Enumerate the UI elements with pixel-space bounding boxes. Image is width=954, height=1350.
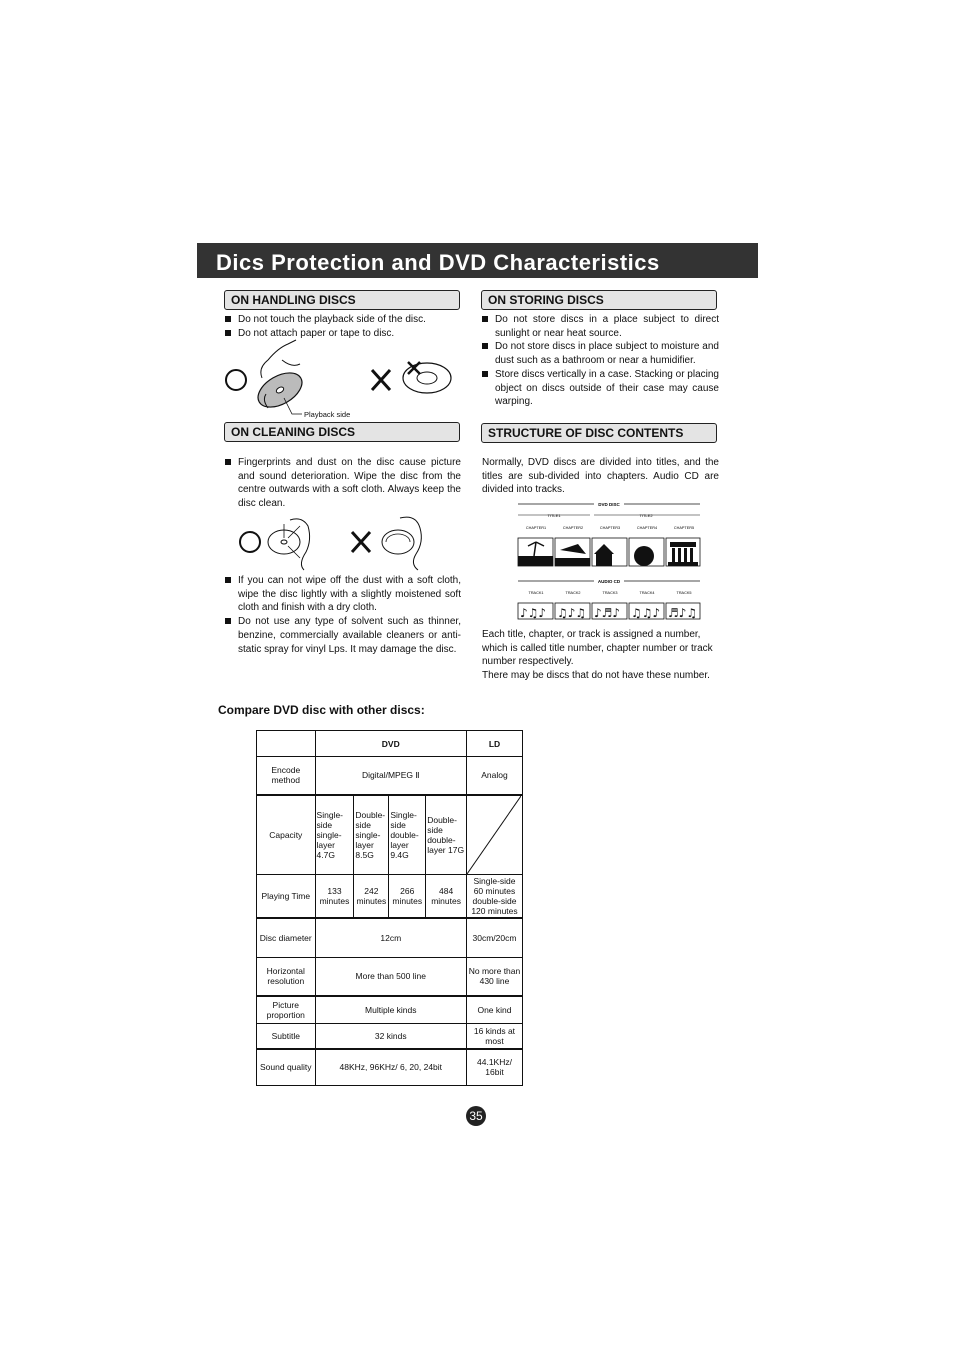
list-item: If you can not wipe off the dust with a soft cloth, wipe the disc lightly with a slightly moistened soft cloth and finish with a dry cloth.: [225, 574, 461, 615]
chapter-label: CHAPTER3: [599, 526, 621, 530]
track-label: TRACK5: [676, 591, 692, 595]
table-cell: 16 kinds at most: [466, 1023, 522, 1049]
table-cell: Single-side double-layer 9.4G: [389, 795, 426, 875]
table-cell: Analog: [466, 757, 522, 795]
list-item: Fingerprints and dust on the disc cause picture and sound deterioration. Wipe the disc from the centre outwards with a soft cloth. Always keep the disc clean.: [225, 456, 461, 511]
table-cell: 30cm/20cm: [466, 918, 522, 957]
list-item: Do not store discs in place subject to moisture and dust such as a bathroom or near a humidifier.: [482, 340, 719, 367]
row-label: Capacity: [257, 795, 316, 875]
page-title: Dics Protection and DVD Characteristics: [197, 243, 758, 278]
storing-list: [482, 313, 719, 409]
table-cell: Digital/MPEG Ⅱ: [315, 757, 466, 795]
table-cell: More than 500 line: [315, 957, 466, 996]
table-cell: [257, 731, 316, 757]
table-cell: 44.1KHz/ 16bit: [466, 1049, 522, 1085]
music-note-icon: ♪♫♪: [520, 606, 547, 620]
table-cell: 48KHz, 96KHz/ 6, 20, 24bit: [315, 1049, 466, 1085]
page-number: 35: [466, 1106, 486, 1126]
empty-diagonal-cell: [466, 795, 522, 875]
chapter-label: CHAPTER1: [525, 526, 547, 530]
table-cell: Double-side double-layer 17G: [426, 795, 467, 875]
dvd-header: DVD: [315, 731, 466, 757]
disc-icon: [403, 363, 451, 393]
table-row: [257, 957, 523, 996]
table-row: [257, 918, 523, 957]
music-note-icon: ♪♬♪: [594, 606, 621, 620]
cleaning-list-bottom: [225, 574, 461, 656]
track-label: TRACK4: [639, 591, 655, 595]
dvd-disc-label: DVD DISC: [598, 502, 620, 507]
table-row: [257, 996, 523, 1023]
list-item: Do not use any type of solvent such as thinner, benzine, commercially available cleaners or anti-static spray for vinyl Lps. It may damage the disc.: [225, 615, 461, 656]
ld-header: LD: [466, 731, 522, 757]
disc-icon: [382, 530, 414, 554]
structure-diagram: [516, 498, 702, 622]
table-cell: 242 minutes: [354, 875, 389, 919]
chapter-label: CHAPTER5: [673, 526, 695, 530]
row-label: Sound quality: [257, 1049, 316, 1085]
row-label: Picture proportion: [257, 996, 316, 1023]
table-cell: 32 kinds: [315, 1023, 466, 1049]
correct-icon: [240, 532, 260, 552]
table-cell: Multiple kinds: [315, 996, 466, 1023]
table-cell: 133 minutes: [315, 875, 354, 919]
title-label: TITLE2: [639, 513, 653, 518]
list-item: Do not attach paper or tape to disc.: [225, 327, 461, 341]
table-cell: Single-side single-layer 4.7G: [315, 795, 354, 875]
table-cell: 12cm: [315, 918, 466, 957]
table-cell: Single-side 60 minutes double-side 120 minutes: [466, 875, 522, 919]
track-label: TRACK3: [602, 591, 618, 595]
table-cell: One kind: [466, 996, 522, 1023]
table-row: [257, 731, 523, 757]
playback-side-label: Playback side: [304, 410, 351, 419]
list-item: Store discs vertically in a case. Stacking or placing object on discs outside of their case may cause warping.: [482, 368, 719, 409]
chapter-label: CHAPTER4: [636, 526, 658, 530]
handling-heading: ON HANDLING DISCS: [224, 290, 460, 310]
list-item: Do not store discs in a place subject to direct sunlight or near heat source.: [482, 313, 719, 340]
table-cell: 484 minutes: [426, 875, 467, 919]
structure-heading: STRUCTURE OF DISC CONTENTS: [481, 423, 717, 443]
storing-heading: ON STORING DISCS: [481, 290, 717, 310]
music-note-icon: ♫♫♪: [631, 606, 661, 620]
table-cell: No more than 430 line: [466, 957, 522, 996]
track-label: TRACK2: [565, 591, 581, 595]
track-label: TRACK1: [528, 591, 544, 595]
structure-intro: Normally, DVD discs are divided into titles, and the titles are sub-divided into chapters. Audio CD are divided into tracks.: [482, 457, 719, 496]
row-label: Encode method: [257, 757, 316, 795]
chapter-label: CHAPTER2: [562, 526, 584, 530]
correct-icon: [226, 370, 246, 390]
table-cell: Double-side single-layer 8.5G: [354, 795, 389, 875]
table-cell: 266 minutes: [389, 875, 426, 919]
cleaning-heading: ON CLEANING DISCS: [224, 422, 460, 442]
audio-cd-label: AUDIO CD: [597, 579, 621, 584]
title-label: TITLE1: [547, 513, 561, 518]
table-row: [257, 1023, 523, 1049]
row-label: Subtitle: [257, 1023, 316, 1049]
row-label: Playing Time: [257, 875, 316, 919]
compare-heading: Compare DVD disc with other discs:: [218, 703, 425, 717]
music-note-icon: ♬♪♫: [668, 606, 698, 620]
row-label: Horizontal resolution: [257, 957, 316, 996]
cleaning-list-top: [225, 456, 461, 511]
note-text: There may be discs that do not have these number.: [482, 670, 710, 682]
table-row: [257, 757, 523, 795]
numbering-text: Each title, chapter, or track is assigned a number, which is called title number, chapter number or track number respectively.: [482, 629, 713, 668]
music-note-icon: ♫♪♫: [557, 606, 587, 620]
cleaning-illustration: [232, 512, 432, 572]
row-label: Disc diameter: [257, 918, 316, 957]
list-item: Do not touch the playback side of the disc.: [225, 313, 461, 327]
table-row: [257, 875, 523, 919]
handling-list: [225, 313, 461, 340]
table-row: [257, 795, 523, 875]
comparison-table: [256, 730, 523, 1086]
structure-outro: [482, 628, 719, 683]
table-row: [257, 1049, 523, 1085]
